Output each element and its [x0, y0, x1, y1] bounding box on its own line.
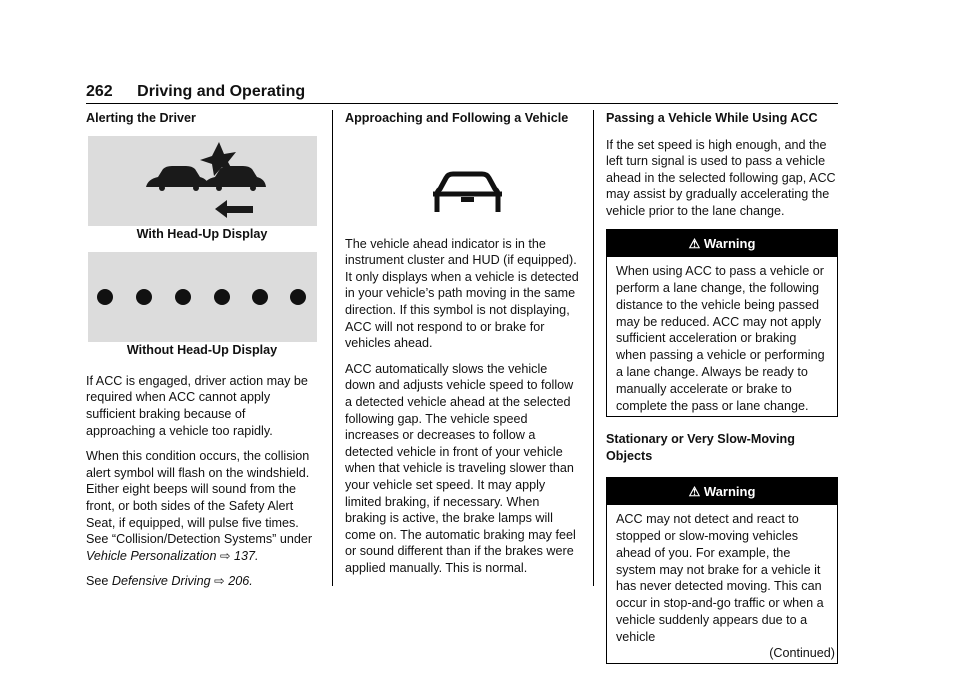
column-divider — [332, 110, 333, 586]
column-2 — [345, 110, 580, 585]
paragraph: If the set speed is high enough, and the left turn signal is used to pass a vehicle ahead in the selected following gap, ACC may assist by gradually accelerating the vehicle prior to the lane change. — [606, 137, 836, 218]
warning-header — [607, 478, 837, 506]
alert-dot — [175, 289, 191, 305]
alert-dot — [136, 289, 152, 305]
subheading-passing: Passing a Vehicle While Using ACC — [606, 111, 818, 125]
subheading-stationary: Stationary or Very Slow-Moving Objects — [606, 432, 795, 463]
warning-box — [606, 477, 838, 665]
warning-body: When using ACC to pass a vehicle or perform a lane change, the following distance to the vehicle being passed may be reduced. ACC may not apply sufficient acceleration or braking when passing a vehicle or performing a lane change. Always be ready to manually accelerate or brake to complete the pass or lane change. — [616, 264, 825, 413]
column-divider — [593, 110, 594, 586]
alert-dot — [214, 289, 230, 305]
warning-box — [606, 229, 838, 418]
subheading-alerting: Alerting the Driver — [86, 111, 196, 125]
alert-dot — [97, 289, 113, 305]
cross-reference[interactable]: Vehicle Personalization — [86, 548, 217, 563]
page-ref-arrow-icon: ⇨ — [219, 548, 231, 563]
column-1 — [86, 110, 318, 599]
paragraph: ACC automatically slows the vehicle down and adjusts vehicle speed to follow a detected vehicle ahead at the selected following gap. The vehicle speed increases or decreases to follow a detected vehicle in front of your vehicle when that vehicle is traveling slower than your vehicle set speed. It may apply limited braking, if necessary. When braking is active, the brake lamps will come on. The automatic braking may feel or sound different than if the brakes were applied manually. This is normal. — [345, 361, 576, 575]
page-number: 262 — [86, 83, 113, 100]
vehicle-ahead-icon — [345, 136, 580, 236]
hud-collision-alert-figure — [88, 136, 317, 226]
paragraph: The vehicle ahead indicator is in the instrument cluster and HUD (if equipped). It only displays when a vehicle is detected in your vehicle’s path moving in the same direction. If this symbol is not displaying, ACC will not respond to or brake for vehicles ahead. — [345, 236, 579, 351]
figure-caption: With Head-Up Display — [136, 226, 268, 241]
alert-dots-icon — [88, 252, 317, 342]
warning-body: ACC may not detect and react to stopped or slow-moving vehicles ahead of you. For example, the system may not brake for a vehicle it has never detected moving. This can occur in stop-and-go traffic or when a vehicle suddenly appears due to a vehicle — [616, 512, 824, 644]
figure-caption: Without Head-Up Display — [126, 343, 278, 358]
arrow-left-icon — [215, 200, 253, 218]
page-reference[interactable]: 137. — [234, 548, 259, 563]
paragraph: If ACC is engaged, driver action may be required when ACC cannot apply sufficient braking because of approaching a vehicle too rapidly. — [86, 373, 308, 438]
car-silhouette-icon — [146, 166, 209, 191]
no-hud-alert-figure — [88, 252, 317, 342]
page-header — [86, 83, 305, 101]
subheading-approaching: Approaching and Following a Vehicle — [345, 111, 569, 125]
alert-dot — [252, 289, 268, 305]
cross-reference[interactable]: Defensive Driving — [111, 574, 211, 589]
warning-title: Warning — [703, 483, 756, 499]
warning-icon: ⚠ — [688, 483, 701, 499]
paragraph: When this condition occurs, the collision alert symbol will flash on the windshield. Either eight beeps will sound from the front, or both sides of the Safety Alert Seat, if equipped, will pulse five times. See “Collision/Detection Systems” under Vehicle Personalization ⇨ 137. — [86, 449, 313, 563]
paragraph: See Defensive Driving ⇨ 206. — [86, 574, 253, 589]
alert-dot — [290, 289, 306, 305]
car-silhouette-icon — [203, 166, 266, 191]
column-3 — [606, 110, 838, 664]
warning-header — [607, 230, 837, 258]
warning-title: Warning — [703, 235, 756, 251]
header-rule — [86, 103, 838, 104]
continued-label: (Continued) — [607, 645, 837, 664]
vehicle-ahead-figure — [345, 136, 580, 236]
page-ref-arrow-icon: ⇨ — [214, 574, 225, 589]
warning-icon: ⚠ — [688, 235, 701, 251]
collision-alert-icon — [88, 136, 317, 226]
section-title: Driving and Operating — [137, 83, 306, 100]
page-reference[interactable]: 206. — [228, 574, 253, 589]
